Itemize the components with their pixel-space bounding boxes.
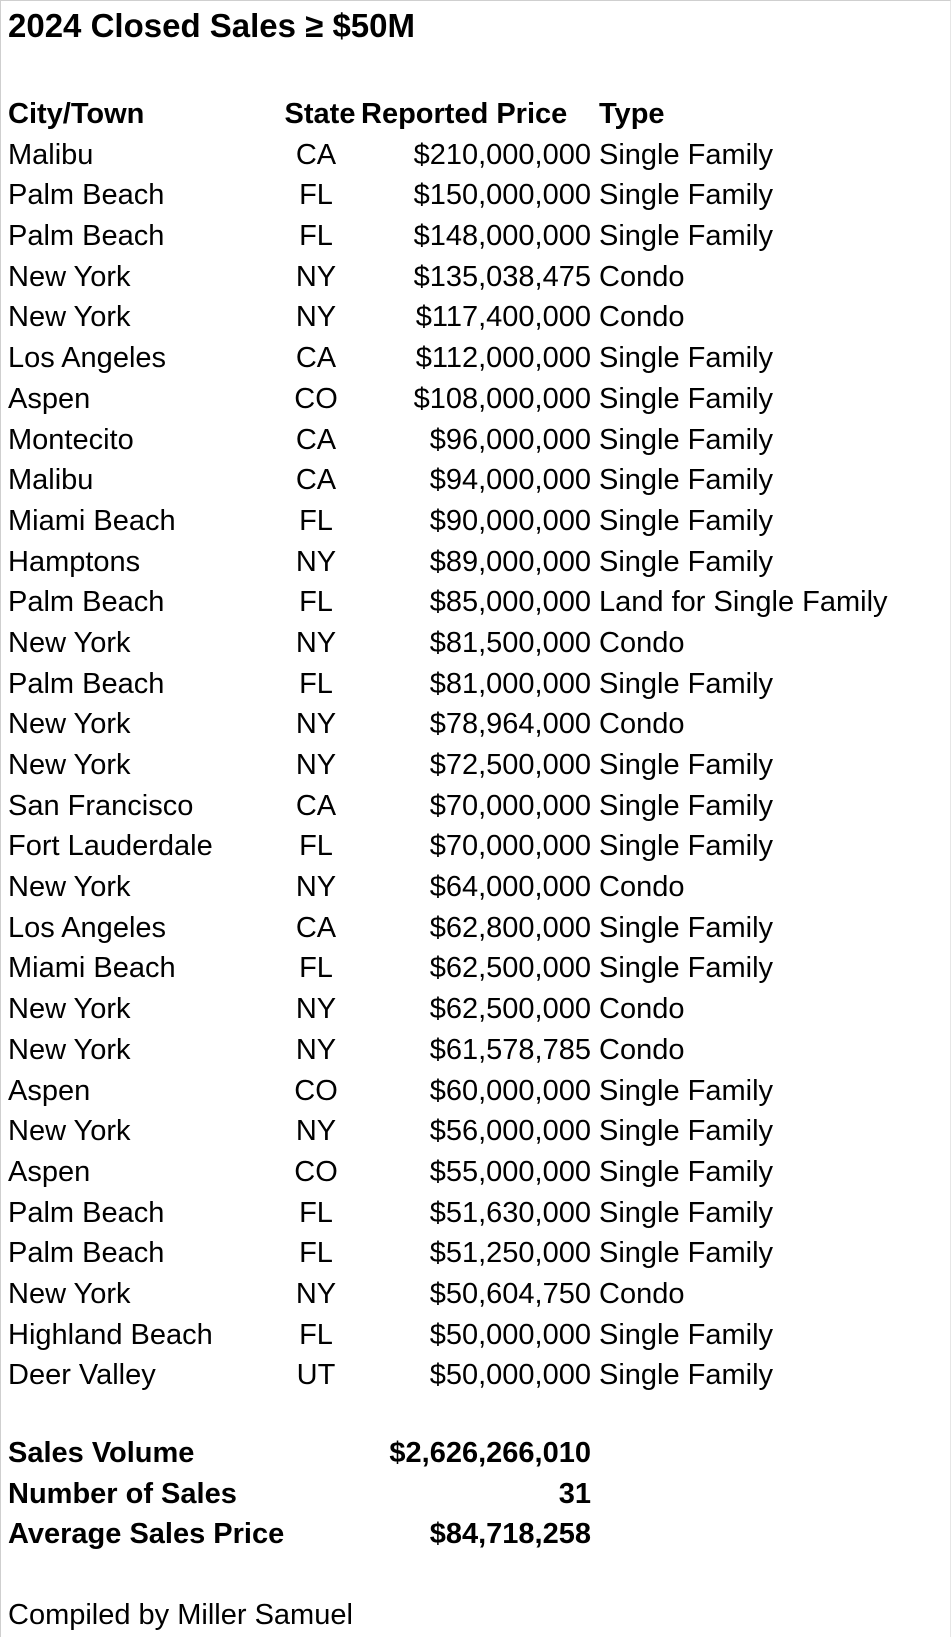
cell-city: New York <box>8 993 131 1026</box>
table-row <box>8 135 938 176</box>
table-row <box>8 664 938 705</box>
summary-block <box>8 1433 608 1555</box>
table-row <box>8 1111 938 1152</box>
table-row <box>8 1355 938 1396</box>
table-row <box>8 216 938 257</box>
table-header-row <box>8 94 938 135</box>
cell-type: Single Family <box>599 138 774 171</box>
table-row <box>8 420 938 461</box>
cell-type: Single Family <box>599 504 774 537</box>
summary-row-volume <box>8 1433 608 1474</box>
summary-row-average <box>8 1514 608 1555</box>
cell-city: Miami Beach <box>8 952 176 985</box>
cell-type: Single Family <box>599 179 774 212</box>
cell-state: NY <box>295 993 337 1026</box>
cell-city: Hamptons <box>8 545 141 578</box>
cell-type: Condo <box>599 301 685 334</box>
cell-type: Single Family <box>599 789 774 822</box>
cell-type: Single Family <box>599 667 774 700</box>
cell-price: $55,000,000 <box>429 1155 591 1188</box>
cell-type: Condo <box>599 1033 685 1066</box>
cell-type: Single Family <box>599 220 774 253</box>
cell-price: $50,000,000 <box>429 1359 591 1392</box>
table-row <box>8 379 938 420</box>
cell-city: Malibu <box>8 138 94 171</box>
cell-state: NY <box>295 626 337 659</box>
cell-type: Single Family <box>599 749 774 781</box>
cell-price: $51,250,000 <box>429 1237 591 1270</box>
cell-state: FL <box>299 1237 333 1270</box>
table-row <box>8 257 938 298</box>
cell-city: New York <box>8 749 131 781</box>
column-header-type: Type <box>599 98 665 130</box>
cell-state: NY <box>295 260 337 293</box>
table-row <box>8 1233 938 1274</box>
cell-city: New York <box>8 260 131 293</box>
cell-state: NY <box>295 1277 337 1310</box>
cell-type: Condo <box>599 708 685 741</box>
cell-city: Aspen <box>8 382 91 415</box>
cell-type: Single Family <box>599 545 774 578</box>
table-row <box>8 582 938 623</box>
cell-city: Fort Lauderdale <box>8 830 213 863</box>
sales-table <box>8 94 938 1396</box>
cell-state: FL <box>299 667 333 700</box>
table-row <box>8 1315 938 1356</box>
table-row <box>8 501 938 542</box>
table-row <box>8 948 938 989</box>
cell-state: CA <box>295 342 337 375</box>
cell-state: FL <box>299 1318 333 1351</box>
table-row <box>8 908 938 949</box>
cell-state: UT <box>296 1359 336 1392</box>
cell-city: Palm Beach <box>8 220 165 253</box>
table-row <box>8 1152 938 1193</box>
cell-price: $85,000,000 <box>429 586 591 619</box>
cell-city: New York <box>8 1115 131 1148</box>
cell-state: FL <box>299 179 333 212</box>
cell-price: $81,000,000 <box>429 667 591 700</box>
average-sales-price-value: $84,718,258 <box>429 1518 591 1551</box>
cell-price: $150,000,000 <box>413 179 591 212</box>
cell-price: $62,500,000 <box>429 952 591 985</box>
cell-city: Palm Beach <box>8 1196 165 1229</box>
cell-type: Single Family <box>599 342 774 375</box>
cell-city: Malibu <box>8 464 94 497</box>
summary-row-count <box>8 1474 608 1515</box>
cell-type: Single Family <box>599 830 774 863</box>
cell-state: FL <box>299 220 333 253</box>
cell-price: $62,800,000 <box>429 911 591 944</box>
table-row <box>8 338 938 379</box>
cell-type: Single Family <box>599 382 774 415</box>
cell-state: CA <box>295 789 337 822</box>
cell-state: NY <box>295 871 337 904</box>
table-row <box>8 542 938 583</box>
cell-price: $78,964,000 <box>429 708 591 741</box>
table-row <box>8 786 938 827</box>
cell-price: $210,000,000 <box>413 138 591 171</box>
cell-price: $72,500,000 <box>429 749 591 781</box>
table-row <box>8 1030 938 1071</box>
cell-type: Single Family <box>599 1155 774 1188</box>
cell-price: $70,000,000 <box>429 789 591 822</box>
cell-type: Single Family <box>599 464 774 497</box>
cell-price: $50,604,750 <box>429 1277 591 1310</box>
table-row <box>8 1274 938 1315</box>
cell-price: $61,578,785 <box>429 1033 591 1066</box>
cell-type: Land for Single Family <box>599 586 888 619</box>
cell-state: NY <box>295 1115 337 1148</box>
cell-price: $50,000,000 <box>429 1318 591 1351</box>
cell-price: $60,000,000 <box>429 1074 591 1107</box>
sales-volume-value: $2,626,266,010 <box>389 1437 591 1469</box>
cell-type: Single Family <box>599 423 774 456</box>
cell-state: NY <box>295 301 337 334</box>
cell-type: Single Family <box>599 1115 774 1148</box>
cell-city: Los Angeles <box>8 911 167 944</box>
average-sales-price-label: Average Sales Price <box>8 1518 285 1551</box>
cell-city: Highland Beach <box>8 1318 213 1351</box>
cell-type: Condo <box>599 626 685 659</box>
cell-state: CA <box>295 423 337 456</box>
cell-state: FL <box>299 952 333 985</box>
cell-price: $112,000,000 <box>415 342 591 375</box>
column-header-city: City/Town <box>8 98 145 130</box>
cell-state: NY <box>295 749 337 781</box>
sales-volume-label: Sales Volume <box>8 1437 195 1469</box>
cell-type: Condo <box>599 260 685 293</box>
cell-type: Single Family <box>599 1074 774 1107</box>
cell-state: FL <box>299 504 333 537</box>
table-row <box>8 826 938 867</box>
cell-state: CO <box>294 1155 338 1188</box>
cell-state: CO <box>294 382 338 415</box>
cell-city: Deer Valley <box>8 1359 156 1392</box>
table-row <box>8 175 938 216</box>
cell-city: San Francisco <box>8 789 194 822</box>
cell-type: Condo <box>599 993 685 1026</box>
cell-state: CA <box>295 138 337 171</box>
cell-city: New York <box>8 301 131 334</box>
table-body <box>8 135 938 1396</box>
cell-price: $135,038,475 <box>413 260 591 293</box>
cell-type: Single Family <box>599 1318 774 1351</box>
cell-type: Single Family <box>599 911 774 944</box>
cell-price: $51,630,000 <box>429 1196 591 1229</box>
cell-state: NY <box>295 708 337 741</box>
cell-type: Single Family <box>599 1196 774 1229</box>
column-header-price: Reported Price <box>361 98 568 130</box>
cell-price: $64,000,000 <box>429 871 591 904</box>
table-row <box>8 745 938 786</box>
cell-city: Palm Beach <box>8 179 165 212</box>
footer-credit: Compiled by Miller Samuel <box>8 1599 353 1631</box>
cell-price: $62,500,000 <box>429 993 591 1026</box>
cell-price: $70,000,000 <box>429 830 591 863</box>
cell-city: Montecito <box>8 423 134 456</box>
cell-city: Los Angeles <box>8 342 167 375</box>
column-header-state: State <box>284 98 356 130</box>
cell-state: FL <box>299 1196 333 1229</box>
cell-price: $117,400,000 <box>415 301 591 334</box>
table-row <box>8 867 938 908</box>
cell-state: CA <box>295 911 337 944</box>
cell-type: Condo <box>599 1277 685 1310</box>
table-row <box>8 989 938 1030</box>
cell-price: $90,000,000 <box>429 504 591 537</box>
cell-price: $96,000,000 <box>429 423 591 456</box>
cell-city: New York <box>8 708 131 741</box>
table-row <box>8 623 938 664</box>
cell-city: Palm Beach <box>8 1237 165 1270</box>
cell-price: $81,500,000 <box>429 626 591 659</box>
cell-state: CO <box>294 1074 338 1107</box>
cell-type: Condo <box>599 871 685 904</box>
table-row <box>8 297 938 338</box>
cell-city: Aspen <box>8 1155 91 1188</box>
table-row <box>8 704 938 745</box>
table-row <box>8 1193 938 1234</box>
cell-city: New York <box>8 871 131 904</box>
cell-type: Single Family <box>599 952 774 985</box>
cell-price: $108,000,000 <box>413 382 591 415</box>
cell-city: Aspen <box>8 1074 91 1107</box>
cell-city: Palm Beach <box>8 586 165 619</box>
cell-state: FL <box>299 830 333 863</box>
cell-city: New York <box>8 1033 131 1066</box>
table-row <box>8 460 938 501</box>
cell-city: Miami Beach <box>8 504 176 537</box>
cell-price: $56,000,000 <box>429 1115 591 1148</box>
cell-price: $94,000,000 <box>429 464 591 497</box>
number-of-sales-value: 31 <box>558 1477 591 1510</box>
cell-city: New York <box>8 626 131 659</box>
cell-state: CA <box>295 464 337 497</box>
cell-state: NY <box>295 545 337 578</box>
cell-type: Single Family <box>599 1359 774 1392</box>
cell-city: New York <box>8 1277 131 1310</box>
table-row <box>8 1071 938 1112</box>
number-of-sales-label: Number of Sales <box>8 1477 237 1510</box>
cell-state: FL <box>299 586 333 619</box>
cell-city: Palm Beach <box>8 667 165 700</box>
cell-type: Single Family <box>599 1237 774 1270</box>
cell-state: NY <box>295 1033 337 1066</box>
page-title: 2024 Closed Sales ≥ $50M <box>8 7 416 44</box>
cell-price: $89,000,000 <box>429 545 591 578</box>
cell-price: $148,000,000 <box>413 220 591 253</box>
